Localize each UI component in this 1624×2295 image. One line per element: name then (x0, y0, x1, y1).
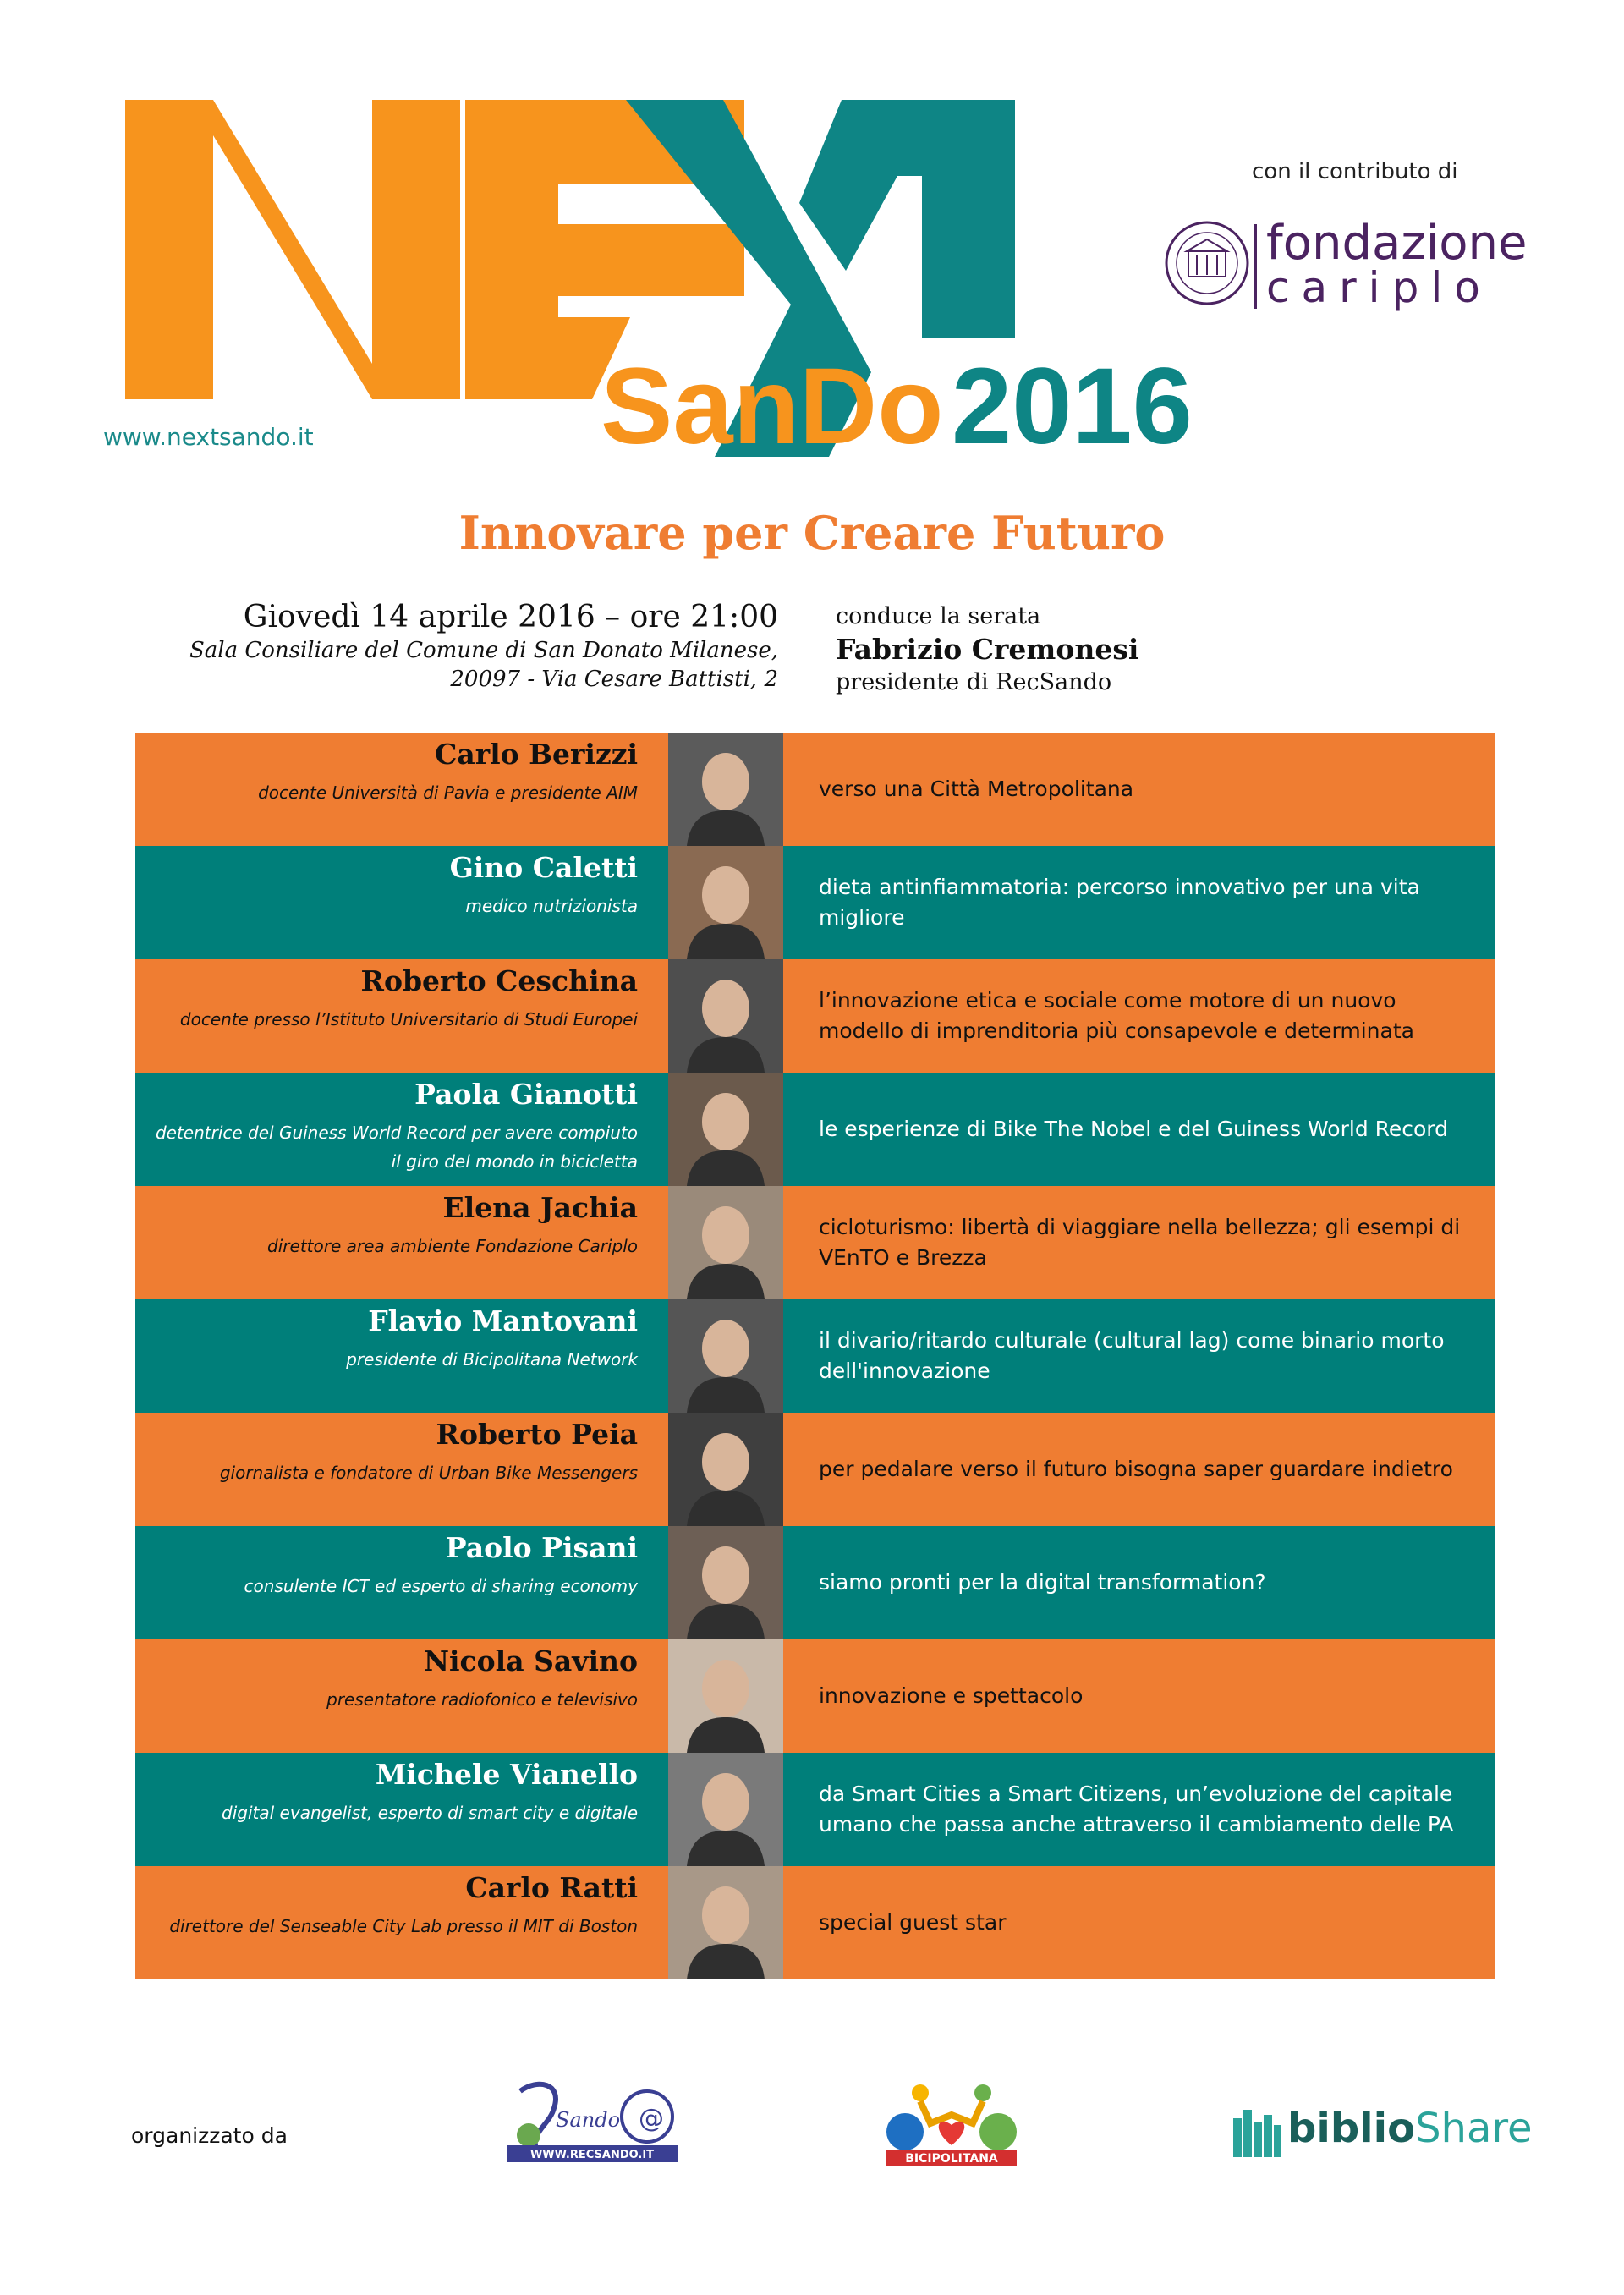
host-label: conduce la serata (836, 603, 1041, 629)
speaker-topic: per pedalare verso il futuro bisogna saper guardare indietro (819, 1457, 1453, 1481)
logo-year: 2016 (952, 346, 1193, 467)
speaker-role: docente Università di Pavia e presidente AIM (258, 782, 638, 803)
speaker-row (135, 1866, 1495, 1979)
speaker-role: consulente ICT ed esperto di sharing economy (244, 1576, 638, 1596)
cariplo-logo (1163, 216, 1528, 317)
speaker-row (135, 1526, 1495, 1639)
biblioshare-logo (1233, 2105, 1533, 2164)
speaker-name: Flavio Mantovani (368, 1304, 638, 1337)
speaker-topic: special guest star (819, 1910, 1007, 1935)
speaker-topic: le esperienze di Bike The Nobel e del Guiness World Record (819, 1117, 1449, 1141)
recsando-logo (503, 2074, 681, 2167)
speaker-name: Paola Gianotti (414, 1078, 638, 1111)
speaker-role: presidente di Bicipolitana Network (346, 1349, 638, 1370)
books-icon (1233, 2106, 1281, 2157)
speaker-name: Gino Caletti (449, 851, 638, 884)
speaker-name: Roberto Ceschina (360, 964, 638, 997)
speaker-row (135, 733, 1495, 846)
speaker-name: Carlo Ratti (465, 1871, 638, 1904)
cariplo-seal-icon (1163, 219, 1251, 307)
bicipolitana-logo (871, 2073, 1032, 2166)
sponsor-label: con il contributo di (1252, 159, 1458, 184)
speaker-name: Elena Jachia (442, 1191, 638, 1224)
speaker-role: presentatore radiofonico e televisivo (326, 1689, 638, 1710)
speaker-photo (668, 1413, 783, 1526)
speaker-row (135, 959, 1495, 1073)
speaker-row (135, 1299, 1495, 1413)
event-venue-line1: Sala Consiliare del Comune di San Donato Milanese, (189, 638, 778, 663)
speaker-topic: verso una Città Metropolitana (819, 777, 1134, 801)
speaker-name: Paolo Pisani (445, 1531, 638, 1564)
speaker-name: Carlo Berizzi (435, 738, 638, 771)
speaker-row (135, 1073, 1495, 1186)
speaker-role: digital evangelist, esperto di smart city e digitale (222, 1803, 638, 1823)
speaker-photo (668, 733, 783, 846)
speaker-role: giornalista e fondatore di Urban Bike Messengers (219, 1463, 638, 1483)
speaker-photo (668, 1526, 783, 1639)
cariplo-divider (1254, 224, 1257, 309)
speaker-topic: l’innovazione etica e sociale come motore di un nuovo modello di imprenditoria più consapevole e determinata (819, 988, 1414, 1043)
speaker-photo (668, 959, 783, 1073)
biblio-word: biblio (1287, 2105, 1416, 2152)
speaker-row (135, 1186, 1495, 1299)
speaker-role: direttore area ambiente Fondazione Cariplo (267, 1236, 638, 1256)
share-word: Share (1415, 2105, 1533, 2152)
logo-sando: SanDo (601, 346, 944, 467)
speaker-topic: innovazione e spettacolo (819, 1683, 1084, 1708)
event-date: Giovedì 14 aprile 2016 – ore 21:00 (243, 600, 778, 634)
speaker-photo (668, 1073, 783, 1186)
speaker-row (135, 1753, 1495, 1866)
speaker-photo (668, 1186, 783, 1299)
svg-text:@: @ (639, 2104, 664, 2133)
cariplo-name-line2: cariplo (1266, 263, 1492, 312)
bicipolitana-emblem-icon (871, 2073, 1032, 2166)
event-info (135, 599, 778, 694)
speaker-photo (668, 1639, 783, 1753)
speaker-photo (668, 1753, 783, 1866)
speaker-name: Michele Vianello (375, 1758, 638, 1791)
website-url[interactable]: www.nextsando.it (103, 423, 314, 451)
logo-letter-n (125, 100, 460, 399)
speaker-topic: il divario/ritardo culturale (cultural lag) come binario morto dell'innovazione (819, 1328, 1445, 1383)
svg-text:Sando: Sando (556, 2108, 621, 2132)
speaker-topic: siamo pronti per la digital transformation? (819, 1570, 1266, 1595)
speaker-photo (668, 1299, 783, 1413)
speaker-name: Nicola Savino (423, 1644, 638, 1677)
speaker-row (135, 1413, 1495, 1526)
speaker-topic: da Smart Cities a Smart Citizens, un’evoluzione del capitale umano che passa anche attraverso il cambiamento delle PA (819, 1782, 1454, 1837)
speakers-table (135, 733, 1495, 1979)
speaker-photo (668, 846, 783, 959)
speaker-topic: dieta antinfiammatoria: percorso innovativo per una vita migliore (819, 875, 1420, 930)
speaker-row (135, 846, 1495, 959)
biblioshare-wordmark (1287, 2105, 1533, 2152)
host-info (836, 602, 1138, 697)
recsando-emblem-icon (503, 2074, 681, 2167)
svg-text:BICIPOLITANA: BICIPOLITANA (905, 2152, 998, 2166)
host-name: Fabrizio Cremonesi (836, 633, 1139, 666)
speaker-role: medico nutrizionista (465, 896, 638, 916)
svg-text:WWW.RECSANDO.IT: WWW.RECSANDO.IT (529, 2149, 655, 2161)
speaker-role: detentrice del Guiness World Record per avere compiuto il giro del mondo in bicicletta (155, 1123, 638, 1172)
speaker-name: Roberto Peia (436, 1418, 638, 1451)
cariplo-name-line1: fondazione (1266, 216, 1528, 271)
organized-by-label: organizzato da (131, 2123, 288, 2148)
speaker-row (135, 1639, 1495, 1753)
speaker-topic: cicloturismo: libertà di viaggiare nella bellezza; gli esempi di VEnTO e Brezza (819, 1215, 1461, 1270)
event-venue-line2: 20097 - Via Cesare Battisti, 2 (450, 667, 778, 692)
host-role: presidente di RecSando (836, 669, 1112, 695)
speaker-role: direttore del Senseable City Lab presso il MIT di Boston (169, 1916, 638, 1936)
page-tagline: Innovare per Creare Futuro (458, 506, 1166, 560)
speaker-photo (668, 1866, 783, 1979)
speaker-role: docente presso l’Istituto Universitario di Studi Europei (179, 1009, 638, 1029)
